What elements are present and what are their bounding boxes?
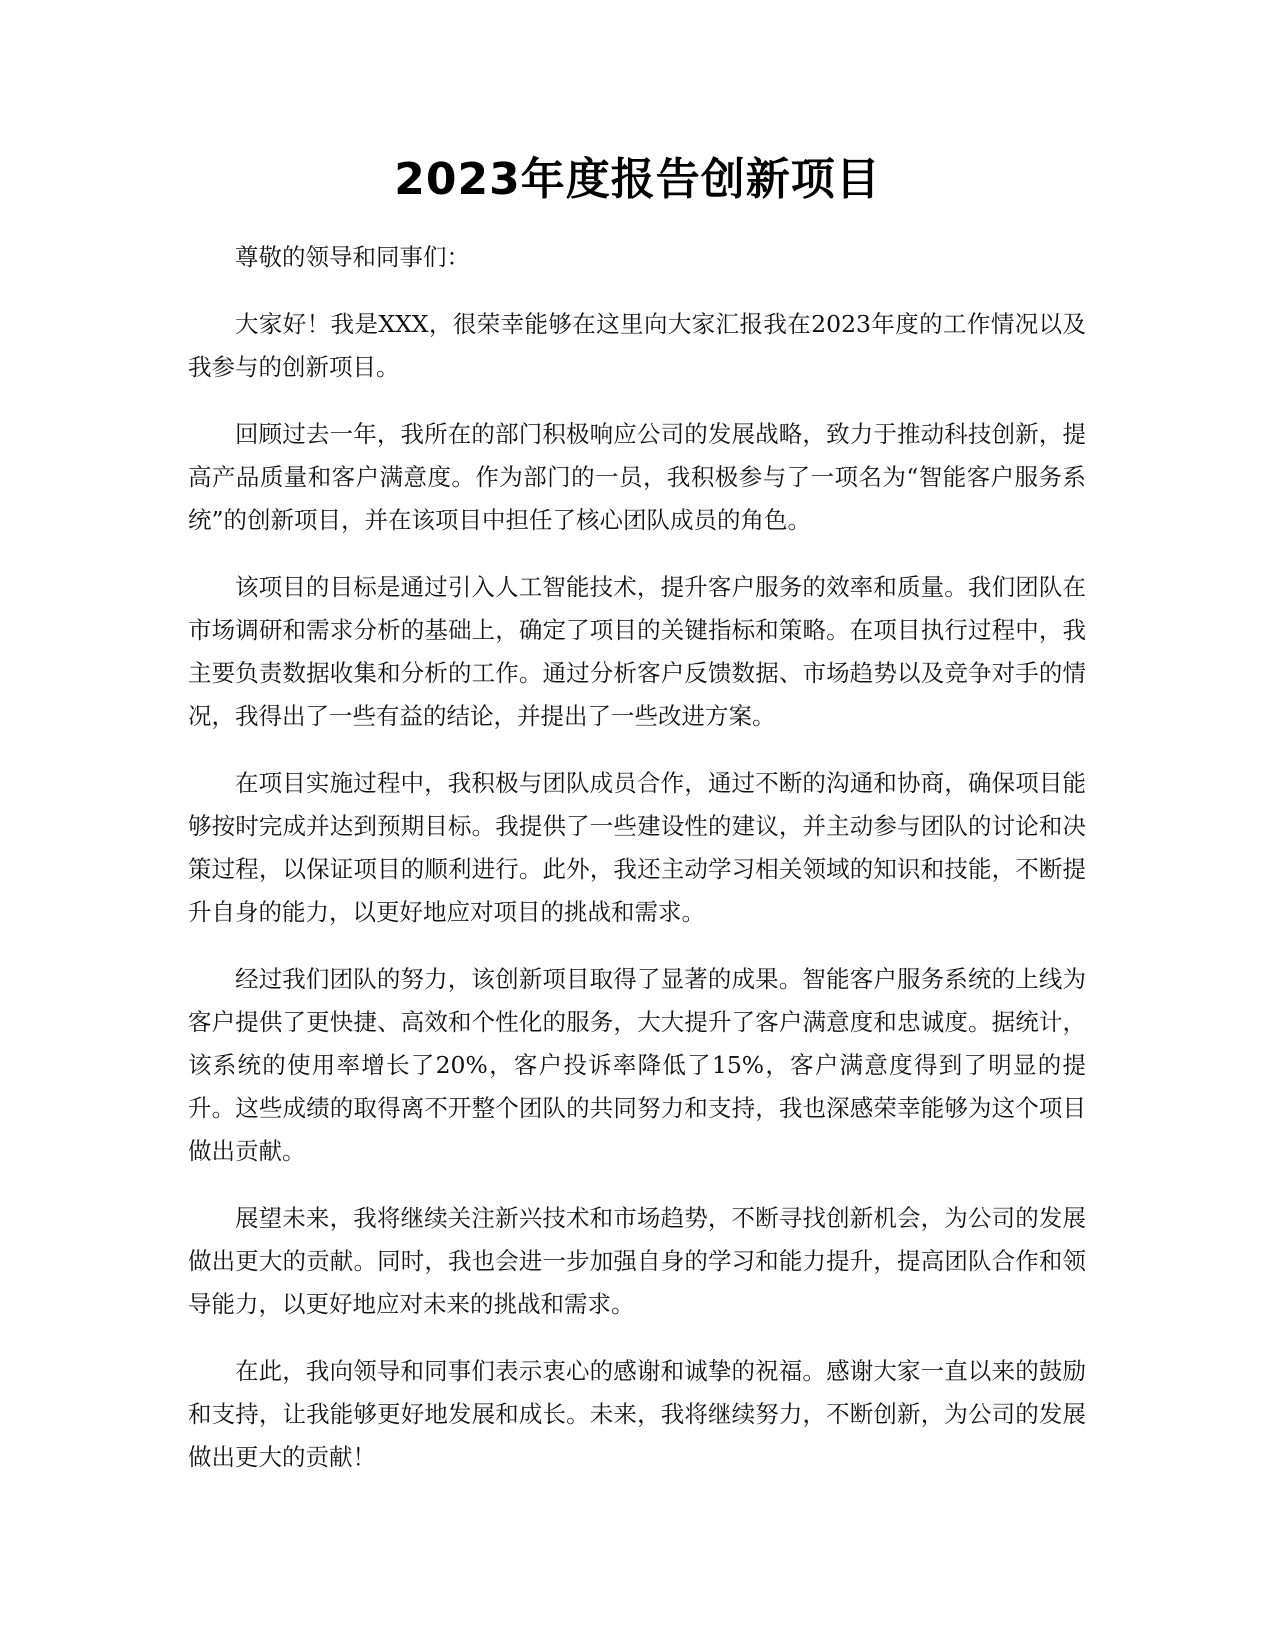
document-body <box>188 236 1086 1503</box>
implementation-paragraph: 在项目实施过程中，我积极与团队成员合作，通过不断的沟通和协商，确保项目能够按时完成并达到预期目标。我提供了一些建设性的建议，并主动参与团队的讨论和决策过程，以保证项目的顺利进行。此外，我还主动学习相关领域的知识和技能，不断提升自身的能力，以更好地应对项目的挑战和需求。 <box>188 769 1086 926</box>
outlook-paragraph: 展望未来，我将继续关注新兴技术和市场趋势，不断寻找创新机会，为公司的发展做出更大的贡献。同时，我也会进一步加强自身的学习和能力提升，提高团队合作和领导能力，以更好地应对未来的挑战和需求。 <box>188 1204 1086 1318</box>
review-paragraph: 回顾过去一年，我所在的部门积极响应公司的发展战略，致力于推动科技创新，提高产品质量和客户满意度。作为部门的一员，我积极参与了一项名为“智能客户服务系统”的创新项目，并在该项目中担任了核心团队成员的角色。 <box>188 420 1086 534</box>
project-goal-paragraph: 该项目的目标是通过引入人工智能技术，提升客户服务的效率和质量。我们团队在市场调研和需求分析的基础上，确定了项目的关键指标和策略。在项目执行过程中，我主要负责数据收集和分析的工作。通过分析客户反馈数据、市场趋势以及竞争对手的情况，我得出了一些有益的结论，并提出了一些改进方案。 <box>188 573 1086 730</box>
closing-paragraph: 在此，我向领导和同事们表示衷心的感谢和诚挚的祝福。感谢大家一直以来的鼓励和支持，让我能够更好地发展和成长。未来，我将继续努力，不断创新，为公司的发展做出更大的贡献！ <box>188 1357 1086 1471</box>
document-title: 2023年度报告创新项目 <box>394 154 881 205</box>
salutation-paragraph: 尊敬的领导和同事们： <box>235 243 470 271</box>
results-paragraph: 经过我们团队的努力，该创新项目取得了显著的成果。智能客户服务系统的上线为客户提供了更快捷、高效和个性化的服务，大大提升了客户满意度和忠诚度。据统计，该系统的使用率增长了20%，客户投诉率降低了15%，客户满意度得到了明显的提升。这些成绩的取得离不开整个团队的共同努力和支持，我也深感荣幸能够为这个项目做出贡献。 <box>188 965 1086 1165</box>
intro-paragraph: 大家好！我是XXX，很荣幸能够在这里向大家汇报我在2023年度的工作情况以及我参与的创新项目。 <box>188 310 1086 381</box>
